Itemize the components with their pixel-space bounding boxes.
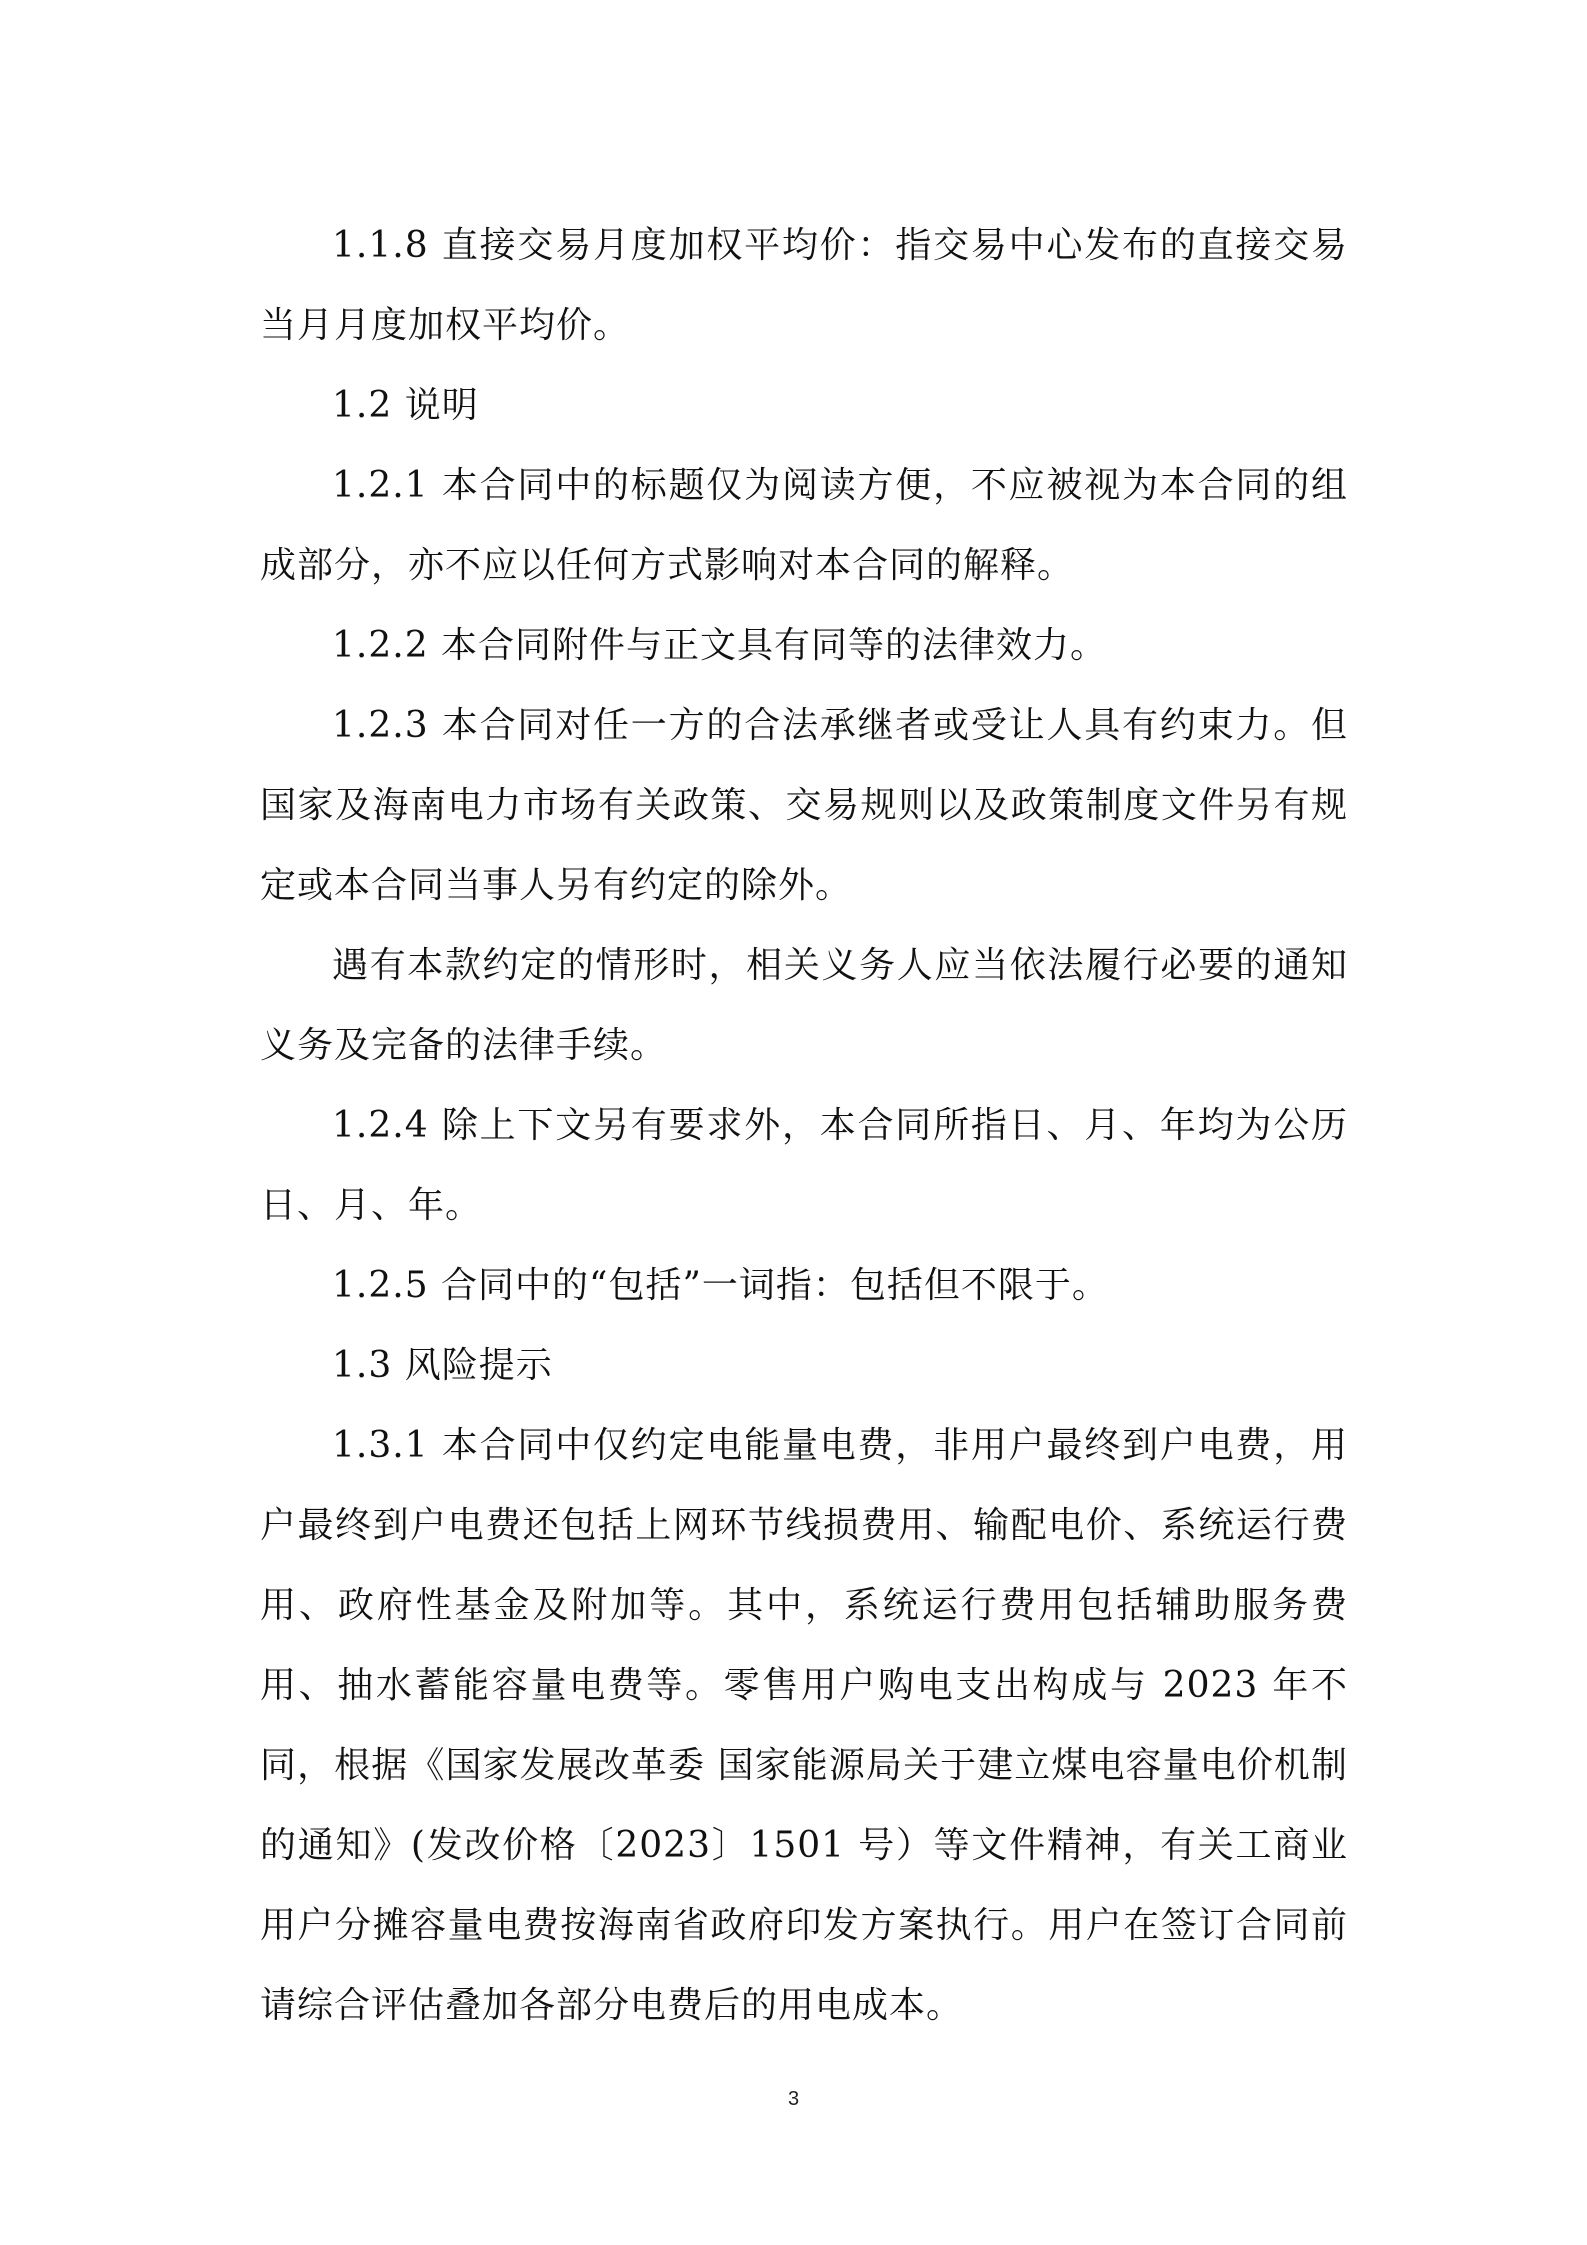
heading-1-2: 1.2 说明	[332, 385, 479, 426]
paragraph-1-2-5: 1.2.5 合同中的“包括”一词指：包括但不限于。	[332, 1265, 1109, 1306]
paragraph-1-3-1: 1.3.1 本合同中仅约定电能量电费，非用户最终到户电费，用户最终到户电费还包括上网环节线损费用、输配电价、系统运行费用、政府性基金及附加等。其中，系统运行费用包括辅助服务费用、抽水蓄能容量电费等。零售用户购电支出构成与 2023 年不同，根据《国家发展改革委 国家能源局关于建立煤电容量电价机制的通知》(发改价格〔2023〕1501 号）等文件精神，有关工商业用户分摊容量电费按海南省政府印发方案执行。用户在签订合同前请综合评估叠加各部分电费后的用电成本。	[260, 1425, 1348, 2026]
paragraph-1-2-1: 1.2.1 本合同中的标题仅为阅读方便，不应被视为本合同的组成部分，亦不应以任何方式影响对本合同的解释。	[260, 465, 1348, 586]
paragraph-notice: 遇有本款约定的情形时，相关义务人应当依法履行必要的通知义务及完备的法律手续。	[260, 945, 1348, 1066]
page-number: 3	[787, 2088, 800, 2110]
paragraph-1-2-2: 1.2.2 本合同附件与正文具有同等的法律效力。	[332, 625, 1108, 666]
paragraph-1-2-4: 1.2.4 除上下文另有要求外，本合同所指日、月、年均为公历日、月、年。	[260, 1105, 1348, 1226]
document-body	[260, 206, 1348, 2046]
heading-1-3: 1.3 风险提示	[332, 1345, 553, 1386]
paragraph-1-2-3: 1.2.3 本合同对任一方的合法承继者或受让人具有约束力。但国家及海南电力市场有关政策、交易规则以及政策制度文件另有规定或本合同当事人另有约定的除外。	[260, 705, 1348, 906]
paragraph-1-1-8: 1.1.8 直接交易月度加权平均价：指交易中心发布的直接交易当月月度加权平均价。	[260, 225, 1348, 346]
